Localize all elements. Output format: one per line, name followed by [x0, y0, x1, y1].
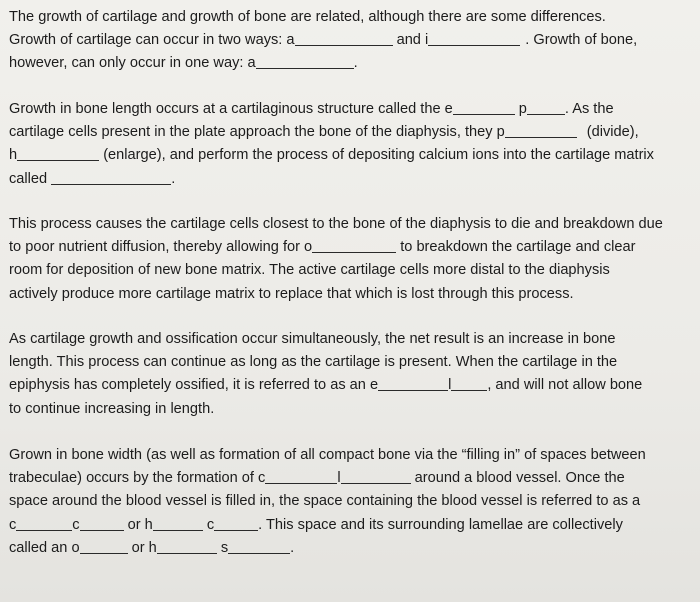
blank-haversian[interactable]	[153, 515, 203, 531]
text-line	[9, 259, 695, 282]
blank-epiphyseal[interactable]	[453, 99, 515, 115]
text: Growth of cartilage can occur in two ways: a	[9, 32, 295, 49]
text-line	[9, 467, 695, 490]
text: .	[290, 539, 295, 556]
blank-appositional[interactable]	[295, 30, 393, 46]
blank-osteon[interactable]	[80, 538, 128, 554]
text: . Growth of bone,	[525, 32, 638, 49]
text-line	[9, 444, 695, 467]
blank-central[interactable]	[16, 515, 72, 531]
text: room for deposition of new bone matrix. The active cartilage cells more distal to the diaphysis	[9, 262, 610, 279]
text: s	[220, 539, 229, 556]
paragraph-growth-intro	[9, 6, 695, 76]
text: This process causes the cartilage cells closest to the bone of the diaphysis to die and breakdown due	[9, 216, 663, 232]
text: called	[9, 170, 48, 187]
text: cartilage cells present in the plate approach the bone of the diaphysis, they p	[9, 124, 505, 141]
blank-canal[interactable]	[80, 515, 124, 531]
text-line	[9, 98, 695, 121]
text: .	[171, 170, 176, 187]
text: and i	[396, 32, 429, 49]
text: to breakdown the cartilage and clear	[400, 239, 636, 256]
text: trabeculae) occurs by the formation of c	[9, 470, 266, 487]
text-line	[9, 398, 695, 421]
paragraph-bone-length	[9, 98, 695, 191]
text-line	[9, 514, 695, 537]
blank-proliferate[interactable]	[505, 122, 577, 138]
paragraph-bone-width	[9, 444, 695, 560]
blank-interstitial[interactable]	[428, 30, 520, 46]
text: p	[518, 101, 527, 117]
text: or h	[131, 539, 157, 556]
text-line	[9, 537, 695, 560]
text: actively produce more cartilage matrix to replace that which is lost through this process.	[9, 285, 574, 302]
text: to poor nutrient diffusion, thereby allowing for o	[9, 239, 313, 256]
blank-circumferential[interactable]	[265, 468, 337, 484]
blank-osteoclasts[interactable]	[312, 237, 396, 253]
text: As cartilage growth and ossification occur simultaneously, the net result is an increase in bone	[9, 331, 616, 347]
text: space around the blood vessel is filled in, the space containing the blood vessel is referred to as a	[9, 493, 641, 510]
text: Grown in bone width (as well as formation of all compact bone via the “filling in” of spaces between	[9, 447, 646, 463]
text: . This space and its surrounding lamellae are collectively	[258, 516, 623, 533]
text-line	[9, 6, 695, 29]
blank-haversian-2[interactable]	[157, 538, 217, 554]
blank-plate[interactable]	[527, 99, 565, 115]
blank-epiphyseal-line-1[interactable]	[378, 375, 448, 391]
text-line	[9, 490, 695, 513]
text-line	[9, 52, 695, 75]
blank-calcification[interactable]	[51, 169, 171, 185]
blank-lamellae[interactable]	[341, 468, 411, 484]
text: l	[448, 377, 452, 394]
text-line	[9, 168, 695, 191]
text: c	[72, 516, 80, 533]
text: to continue increasing in length.	[9, 400, 215, 417]
blank-epiphyseal-line-2[interactable]	[451, 375, 487, 391]
text: h	[9, 147, 18, 164]
text: .	[353, 55, 358, 72]
blank-hypertrophy[interactable]	[17, 145, 99, 161]
text-line	[9, 374, 695, 397]
text-line	[9, 121, 695, 144]
text-line	[9, 144, 695, 167]
text-line	[9, 283, 695, 306]
blank-canal-2[interactable]	[214, 515, 258, 531]
text: c	[9, 516, 17, 533]
blank-appositional-bone[interactable]	[256, 53, 354, 69]
text: length. This process can continue as long as the cartilage is present. When the cartilage in the	[9, 354, 618, 371]
text: however, can only occur in one way: a	[9, 55, 256, 72]
paragraph-ossification	[9, 328, 695, 421]
text: Growth in bone length occurs at a cartilaginous structure called the e	[9, 101, 453, 117]
text: l	[337, 470, 341, 487]
text: , and will not allow bone	[487, 377, 643, 394]
text: . As the	[564, 101, 614, 117]
text: (enlarge), and perform the process of depositing calcium ions into the cartilage matrix	[103, 147, 654, 164]
text: epiphysis has completely ossified, it is referred to as an e	[9, 377, 379, 394]
paragraph-breakdown	[9, 213, 695, 306]
text: or h	[127, 516, 153, 533]
text: called an o	[9, 539, 80, 556]
text: The growth of cartilage and growth of bone are related, although there are some differences.	[9, 9, 606, 25]
text: (divide),	[586, 124, 639, 141]
text-line	[9, 351, 695, 374]
text-line	[9, 236, 695, 259]
text-line	[9, 29, 695, 52]
text-line	[9, 213, 695, 236]
text-line	[9, 328, 695, 351]
text: c	[206, 516, 215, 533]
text: around a blood vessel. Once the	[414, 470, 625, 487]
blank-system[interactable]	[228, 538, 290, 554]
